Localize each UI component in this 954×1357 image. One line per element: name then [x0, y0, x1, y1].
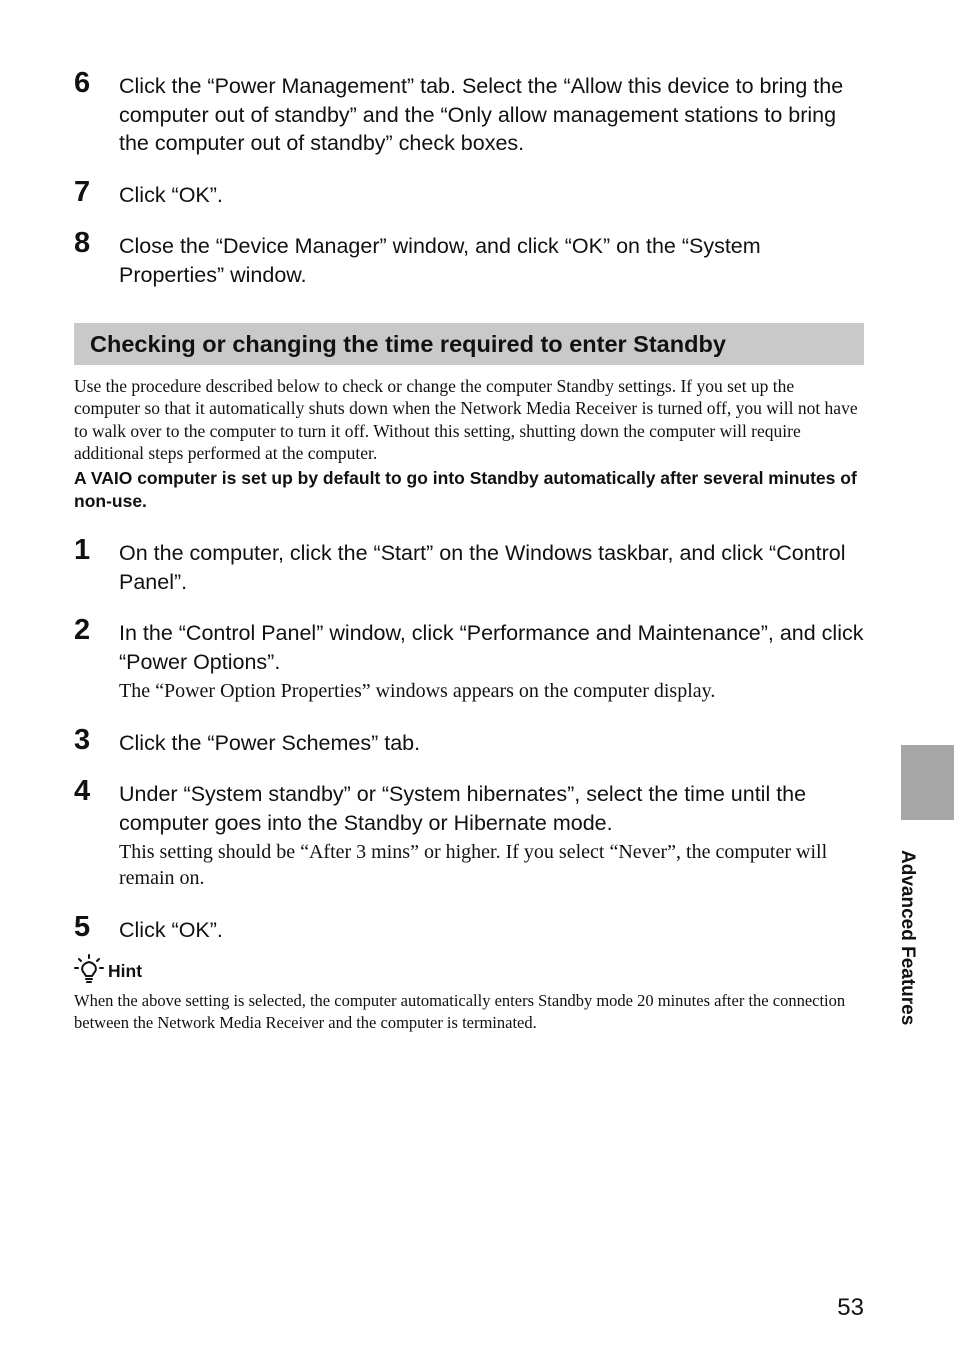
step-2	[74, 614, 864, 704]
step-number: 3	[74, 724, 91, 756]
step-number: 5	[74, 911, 91, 943]
side-label	[895, 850, 919, 1070]
step-text: In the “Control Panel” window, click “Performance and Maintenance”, and click “Power Options”.	[119, 621, 864, 674]
step-text: Close the “Device Manager” window, and click “OK” on the “System Properties” window.	[119, 234, 761, 287]
step-6	[74, 67, 864, 158]
hint-label: Hint	[108, 961, 143, 981]
step-note: This setting should be “After 3 mins” or higher. If you select “Never”, the computer will remain on.	[119, 841, 828, 889]
step-text: Click “OK”.	[119, 918, 223, 942]
step-text: Under “System standby” or “System hibernates”, select the time until the computer goes into the Standby or Hibernate mode.	[119, 782, 807, 835]
step-4	[74, 775, 864, 891]
step-number: 6	[74, 67, 91, 99]
step-3	[74, 724, 864, 758]
lightbulb-icon	[74, 954, 104, 984]
hint-text: When the above setting is selected, the computer automatically enters Standby mode 20 minutes after the connection between the Network Media Receiver and the computer is terminated.	[74, 991, 846, 1032]
step-text: Click “OK”.	[119, 183, 223, 207]
step-text: On the computer, click the “Start” on the Windows taskbar, and click “Control Panel”.	[119, 541, 846, 594]
intro-bold-paragraph: A VAIO computer is set up by default to go into Standby automatically after several minutes of non-use.	[74, 468, 857, 511]
section-heading: Checking or changing the time required to enter Standby	[90, 331, 726, 357]
step-number: 4	[74, 775, 91, 807]
page-number: 53	[837, 1294, 864, 1321]
step-5	[74, 911, 864, 945]
step-7	[74, 176, 864, 210]
step-number: 8	[74, 227, 91, 259]
step-text: Click the “Power Management” tab. Select the “Allow this device to bring the computer out of standby” and the “Only allow management stations to bring the computer out of standby” check boxes.	[119, 74, 844, 155]
step-number: 1	[74, 534, 91, 566]
section-tab-marker	[901, 745, 954, 820]
intro-paragraph: Use the procedure described below to check or change the computer Standby settings. If you set up the computer so that it automatically shuts down when the Network Media Receiver is turned off, you will not have to walk over to the computer to turn it off. Without this setting, shutting down the computer will require additional steps performed at the computer.	[74, 376, 858, 463]
side-label-text: Advanced Features	[897, 850, 918, 1026]
step-1	[74, 534, 864, 596]
step-number: 7	[74, 176, 91, 208]
step-text: Click the “Power Schemes” tab.	[119, 731, 421, 755]
section-heading-bar	[74, 323, 864, 365]
step-8	[74, 227, 864, 289]
step-number: 2	[74, 614, 91, 646]
step-note: The “Power Option Properties” windows appears on the computer display.	[119, 680, 716, 702]
